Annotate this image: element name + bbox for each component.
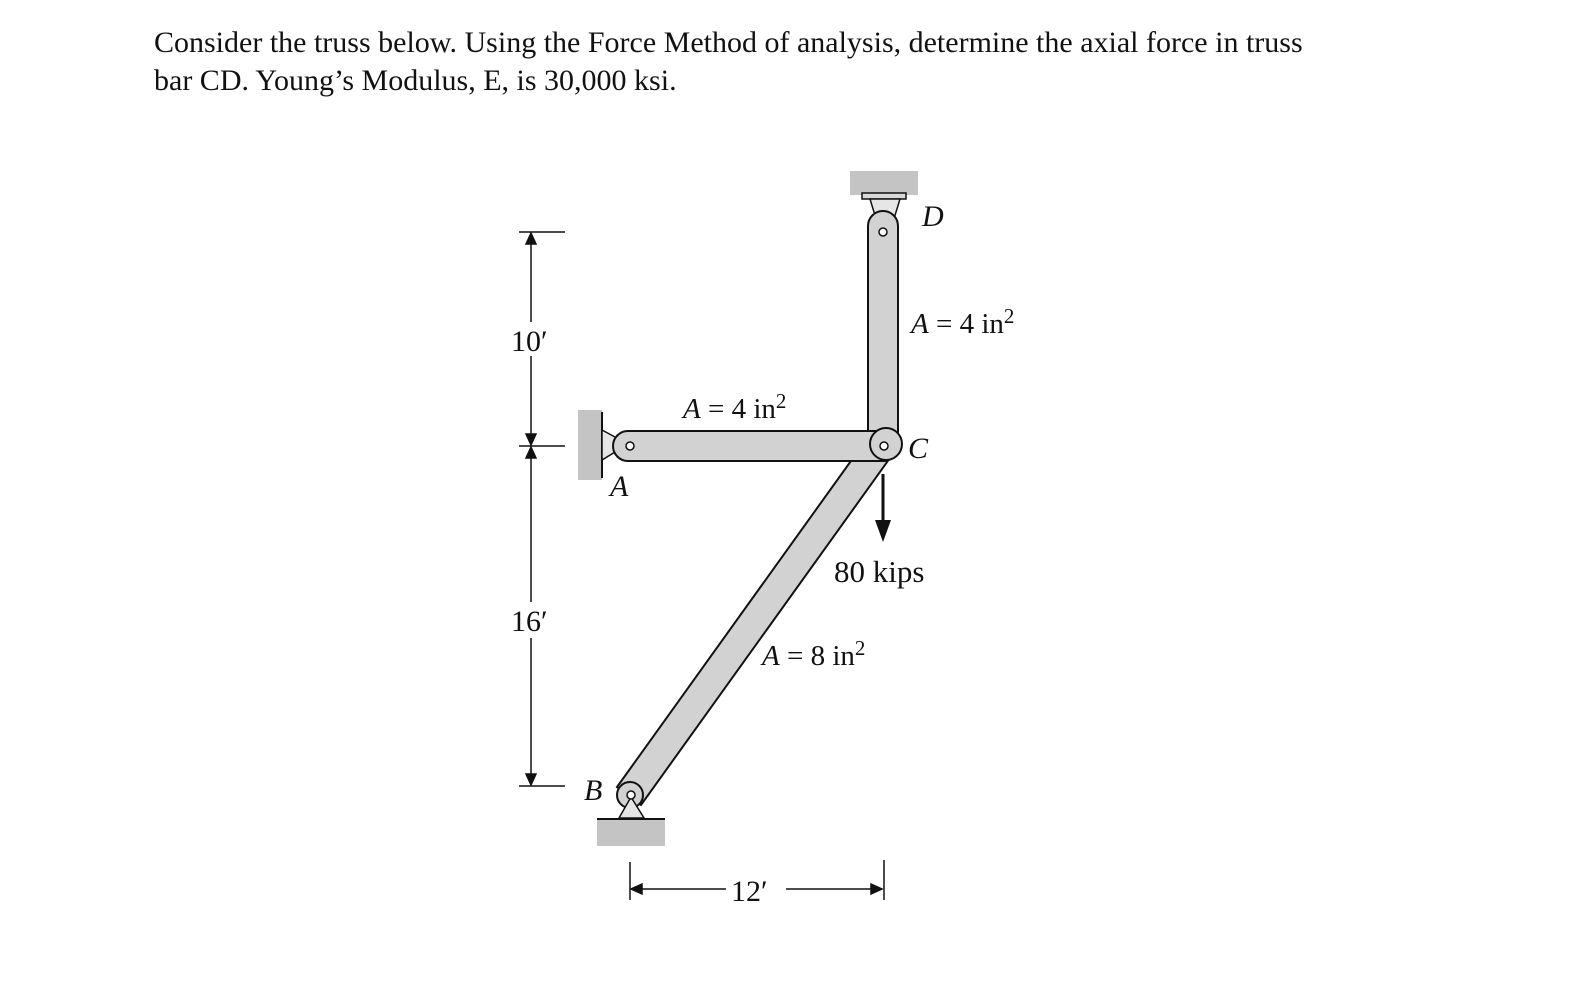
problem-line-2: bar CD. Young’s Modulus, E, is 30,000 ksi. (154, 64, 677, 97)
wall-block (578, 410, 602, 480)
pin-a (626, 442, 634, 450)
pin-c (880, 442, 888, 450)
pin-b (627, 791, 635, 799)
vertical-dimension (519, 232, 565, 786)
ground-block (597, 820, 665, 846)
area-label-bc: A = 8 $in^2$ (762, 636, 866, 672)
dim-label-horizontal: 12′ (731, 875, 768, 908)
node-label-d: D (922, 200, 944, 233)
dim-label-lower: 16′ (511, 605, 548, 638)
load-arrow (875, 474, 891, 542)
node-label-b: B (584, 774, 603, 807)
area-label-ac: A = 4 $in^2$ (683, 389, 787, 425)
support-b (597, 782, 665, 846)
pin-d (879, 228, 887, 236)
dim-label-upper: 10′ (511, 325, 548, 358)
node-label-c: C (908, 432, 929, 465)
member-bc (617, 433, 895, 805)
node-label-a: A (610, 470, 629, 503)
area-label-cd: A = 4 $in^2$ (911, 304, 1015, 340)
ceiling-block (850, 171, 918, 195)
member-ac (613, 431, 898, 461)
problem-line-1: Consider the truss below. Using the Force Method of analysis, determine the axial force in truss (154, 26, 1303, 59)
joint-c (870, 428, 902, 460)
member-cd (868, 211, 898, 433)
load-label: 80 kips (834, 554, 925, 589)
